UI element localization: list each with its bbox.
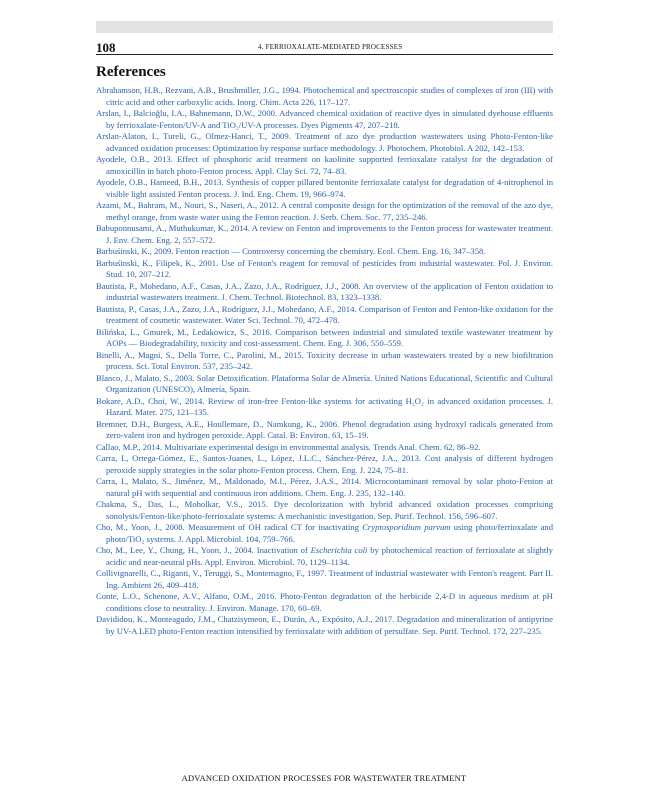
reference-entry[interactable]: Ayodele, O.B., Hameed, B.H., 2013. Synthesis of copper pillared bentonite ferrioxalate catalyst for degradation of 4-nitrophenol in visible light assisted Fenton process. J. Ind. Eng. Chem. 19, 966–974. xyxy=(96,177,553,199)
reference-entry[interactable]: Arslan-Alaton, I., Tureli, G., Olmez-Hanci, T., 2009. Treatment of azo dye production wastewaters using Photo-Fenton-like advanced oxidation processes: Optimization by response surface methodology. J. Photochem. Photobiol. A 202, 142–153. xyxy=(96,131,553,153)
reference-entry[interactable]: Arslan, I., Balcioğlu, I.A., Bahnemann, D.W., 2000. Advanced chemical oxidation of reactive dyes in simulated dyehouse effluents by ferrioxalate-Fenton/UV-A and TiO₂/UV-A processes. Dyes Pigments 47, 207–218. xyxy=(96,108,553,130)
reference-entry[interactable]: Binelli, A., Magni, S., Della Torre, C., Parolini, M., 2015. Toxicity decrease in urban wastewaters treated by a new biofiltration process. Sci. Total Environ. 537, 235–242. xyxy=(96,349,553,371)
reference-entry[interactable]: Abrahamson, H.B., Rezvani, A.B., Brushmiller, J.G., 1994. Photochemical and spectroscopic studies of complexes of iron (III) with citric acid and other carboxylic acids. Inorg. Chim. Acta 226, 117–127. xyxy=(96,85,553,107)
reference-entry[interactable]: Ayodele, O.B., 2013. Effect of phosphoric acid treatment on kaolinite supported ferrioxalate catalyst for the degradation of amoxicillin in batch photo-Fenton process. Appl. Clay Sci. 72, 74–83. xyxy=(96,154,553,176)
chapter-title: 4. FERRIOXALATE-MEDIATED PROCESSES xyxy=(258,43,403,51)
reference-entry[interactable]: Collivignarelli, C., Riganti, V., Teruggi, S., Montemagno, F., 1997. Treatment of industrial wastewater with Fenton's reagent. Part II. Ing. Ambient 26, 409–418. xyxy=(96,568,553,590)
reference-entry[interactable]: Callao, M.P., 2014. Multivariate experimental design in environmental analysis. Trends Anal. Chem. 62, 86–92. xyxy=(96,441,481,452)
section-heading: References xyxy=(96,64,166,80)
reference-entry[interactable]: Carra, I., Malato, S., Jiménez, M., Maldonado, M.I., Pérez, J.A.S., 2014. Microcontaminant removal by solar photo-Fenton at natural pH with sequential and continuous iron additions. Chem. Eng. J. 235, 132–140. xyxy=(96,476,553,498)
reference-entry[interactable]: Bilińska, L., Gmurek, M., Ledakowicz, S., 2016. Comparison between industrial and simulated textile wastewater treatment by AOPs — Biodegradability, toxicity and cost-assessment. Chem. Eng. J. 306, 550–559. xyxy=(96,326,553,348)
page-footer: ADVANCED OXIDATION PROCESSES FOR WASTEWATER TREATMENT xyxy=(181,773,467,783)
reference-entry[interactable]: Blanco, J., Malato, S., 2003. Solar Detoxification. Plataforma Solar de Almería. United Nations Educational, Scientific and Cultural Organization (UNESCO), Almería, Spain. xyxy=(96,372,553,394)
reference-entry[interactable]: Carra, I., Ortega-Gómez, E., Santos-Juanes, L., López, J.L.C., Sánchez-Pérez, J.A., 2013. Cost analysis of different hydrogen peroxide supply strategies in the solar photo-Fenton process. Chem. Eng. J. 224, 75–81. xyxy=(96,453,553,475)
reference-entry[interactable]: Bremner, D.H., Burgess, A.E., Houllemare, D., Namkung, K., 2006. Phenol degradation using hydroxyl radicals generated from zero-valent iron and hydrogen peroxide. Appl. Catal. B: Environ. 63, 15–19. xyxy=(96,418,553,440)
page-number: 108 xyxy=(96,40,116,55)
reference-entry[interactable]: Cho, M., Yoon, J., 2008. Measurement of OH radical CT for inactivating Cryptosporidium parvum using photo/ferrioxalate and photo/TiO₂ systems. J. Appl. Microbiol. 104, 759–766. xyxy=(96,522,553,544)
reference-entry[interactable]: Azami, M., Bahram, M., Nouri, S., Naseri, A., 2012. A central composite design for the optimization of the removal of the azo dye, methyl orange, from waste water using the Fenton reaction. J. Serb. Chem. Soc. 77, 235–246. xyxy=(96,200,553,222)
reference-entry[interactable]: Davididou, K., Monteagudo, J.M., Chatzisymeon, E., Durán, A., Expósito, A.J., 2017. Degradation and mineralization of antipyrine by UV-A LED photo-Fenton reaction intensified by ferrioxalate with addition of persulfate. Sep. Purif. Technol. 172, 227–235. xyxy=(96,614,553,636)
reference-entry[interactable]: Babuponnusami, A., Muthukumar, K., 2014. A review on Fenton and improvements to the Fenton process for wastewater treatment. J. Env. Chem. Eng. 2, 557–572. xyxy=(96,223,553,245)
reference-entry[interactable]: Conte, L.O., Schenone, A.V., Alfano, O.M., 2016. Photo-Fenton degradation of the herbicide 2,4-D in aqueous medium at pH conditions close to neutrality. J. Environ. Manage. 170, 60–69. xyxy=(96,591,553,613)
reference-entry[interactable]: Bautista, P., Mohedano, A.F., Casas, J.A., Zazo, J.A., Rodríguez, J.J., 2008. An overview of the application of Fenton oxidation to industrial wastewaters treatment. J. Chem. Technol. Biotechnol. 83, 1323–1338. xyxy=(96,280,553,302)
reference-entry[interactable]: Cho, M., Lee, Y., Chung, H., Yoon, J., 2004. Inactivation of Escherichia coli by photochemical reaction of ferrioxalate at slightly acidic and near-neutral pHs. Appl. Environ. Microbiol. 70, 1129–1134. xyxy=(96,545,553,567)
header-band xyxy=(96,21,553,33)
reference-entry[interactable]: Barbuśinski, K., 2009. Fenton reaction — Controversy concerning the chemistry. Ecol. Chem. Eng. 16, 347–358. xyxy=(96,246,486,256)
header-rule xyxy=(96,54,553,55)
reference-entry[interactable]: Bokare, A.D., Choi, W., 2014. Review of iron-free Fenton-like systems for activating H₂O₂ in advanced oxidation processes. J. Hazard. Mater. 275, 121–135. xyxy=(96,395,553,417)
reference-entry[interactable]: Bautista, P., Casas, J.A., Zazo, J.A., Rodríguez, J.J., Mohedano, A.F., 2014. Comparison of Fenton and Fenton-like oxidation for the treatment of cosmetic wastewater. Water Sci. Technol. 70, 472–478. xyxy=(96,303,553,325)
reference-list xyxy=(96,85,553,637)
reference-entry[interactable]: Barbuśinski, K., Filipek, K., 2001. Use of Fenton's reagent for removal of pesticides from industrial wastewater. Pol. J. Environ. Stud. 10, 207–212. xyxy=(96,257,553,279)
reference-entry[interactable]: Chakma, S., Das, L., Moholkar, V.S., 2015. Dye decolorization with hybrid advanced oxidation processes comprising sonolysis/Fenton-like/photo-ferrioxalate systems: A mechanistic investigation. Sep. Purif. Technol. 156, 596–607. xyxy=(96,499,553,521)
